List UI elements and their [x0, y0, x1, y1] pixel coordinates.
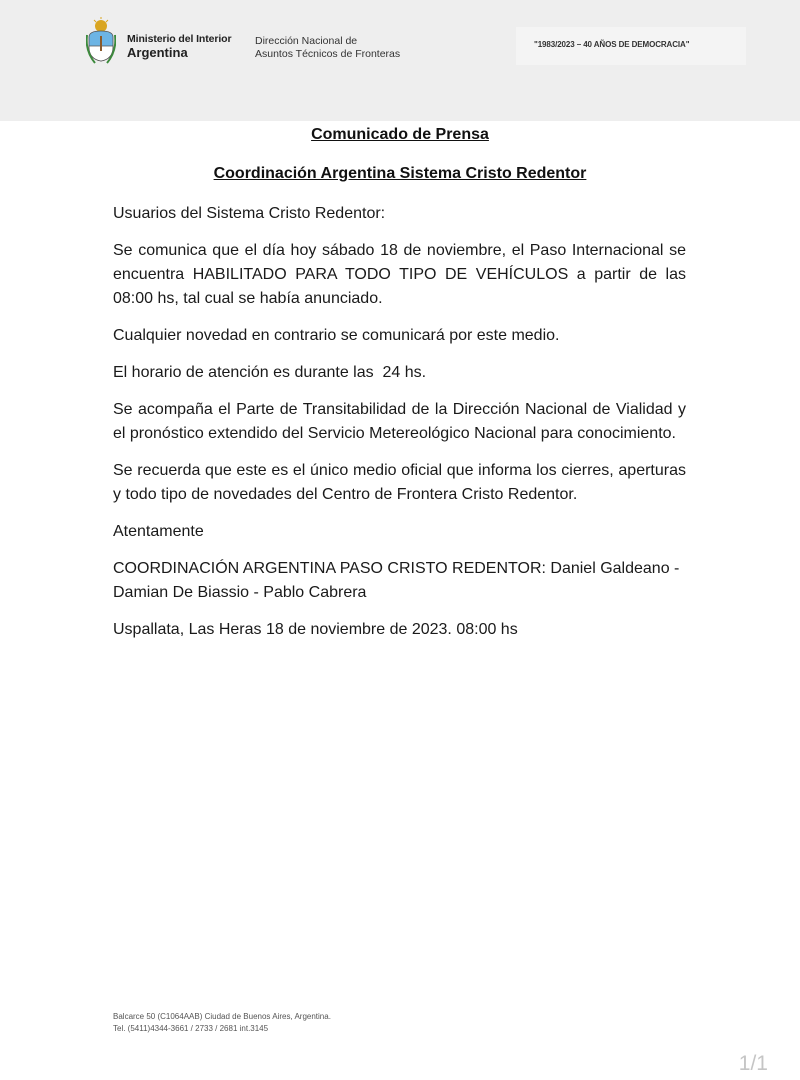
closing: Atentamente	[113, 523, 204, 540]
direccion-line2: Asuntos Técnicos de Fronteras	[255, 48, 401, 60]
paragraph-medio-oficial: Se recuerda que este es el único medio oficial que informa los cierres, aperturas y todo tipo de novedades del Centro de Frontera Cristo Redentor.	[113, 462, 686, 503]
ministry-line2: Argentina	[127, 45, 188, 60]
paragraph-opening: Se comunica que el día hoy sábado 18 de noviembre, el Paso Internacional se encuentra HABILITADO PARA TODO TIPO DE VEHÍCULOS a partir de las 08:00 hs, tal cual se había anunciado.	[113, 242, 686, 307]
footer-address: Balcarce 50 (C1064AAB) Ciudad de Buenos Aires, Argentina.	[113, 1012, 331, 1021]
direccion-line1: Dirección Nacional de	[255, 35, 358, 47]
footer-phone: Tel. (5411)4344-3661 / 2733 / 2681 int.3145	[113, 1024, 269, 1033]
direccion-name	[255, 35, 400, 61]
page-indicator: 1/1	[738, 1052, 768, 1075]
signature: COORDINACIÓN ARGENTINA PASO CRISTO REDENTOR: Daniel Galdeano - Damian De Biassio - Pablo Cabrera	[113, 560, 680, 601]
footer	[113, 1011, 331, 1035]
place-date: Uspallata, Las Heras 18 de noviembre de 2023. 08:00 hs	[113, 621, 518, 638]
ministry-line1: Ministerio del Interior	[127, 33, 232, 45]
argentina-coat-of-arms-icon	[86, 17, 116, 65]
document-subtitle: Coordinación Argentina Sistema Cristo Redentor	[213, 165, 587, 182]
paragraph-horario: El horario de atención es durante las 24 hs.	[113, 364, 427, 381]
document-body	[113, 202, 686, 655]
paragraph-novedad: Cualquier novedad en contrario se comunicará por este medio.	[113, 327, 560, 344]
greeting: Usuarios del Sistema Cristo Redentor:	[113, 205, 386, 222]
paragraph-parte: Se acompaña el Parte de Transitabilidad de la Dirección Nacional de Vialidad y el pronóstico extendido del Servicio Metereológico Nacional para conocimiento.	[113, 401, 686, 442]
letterhead	[0, 0, 800, 121]
ministry-name	[127, 32, 231, 60]
motto-text: "1983/2023 – 40 AÑOS DE DEMOCRACIA"	[534, 40, 690, 49]
document-title: Comunicado de Prensa	[311, 126, 489, 143]
